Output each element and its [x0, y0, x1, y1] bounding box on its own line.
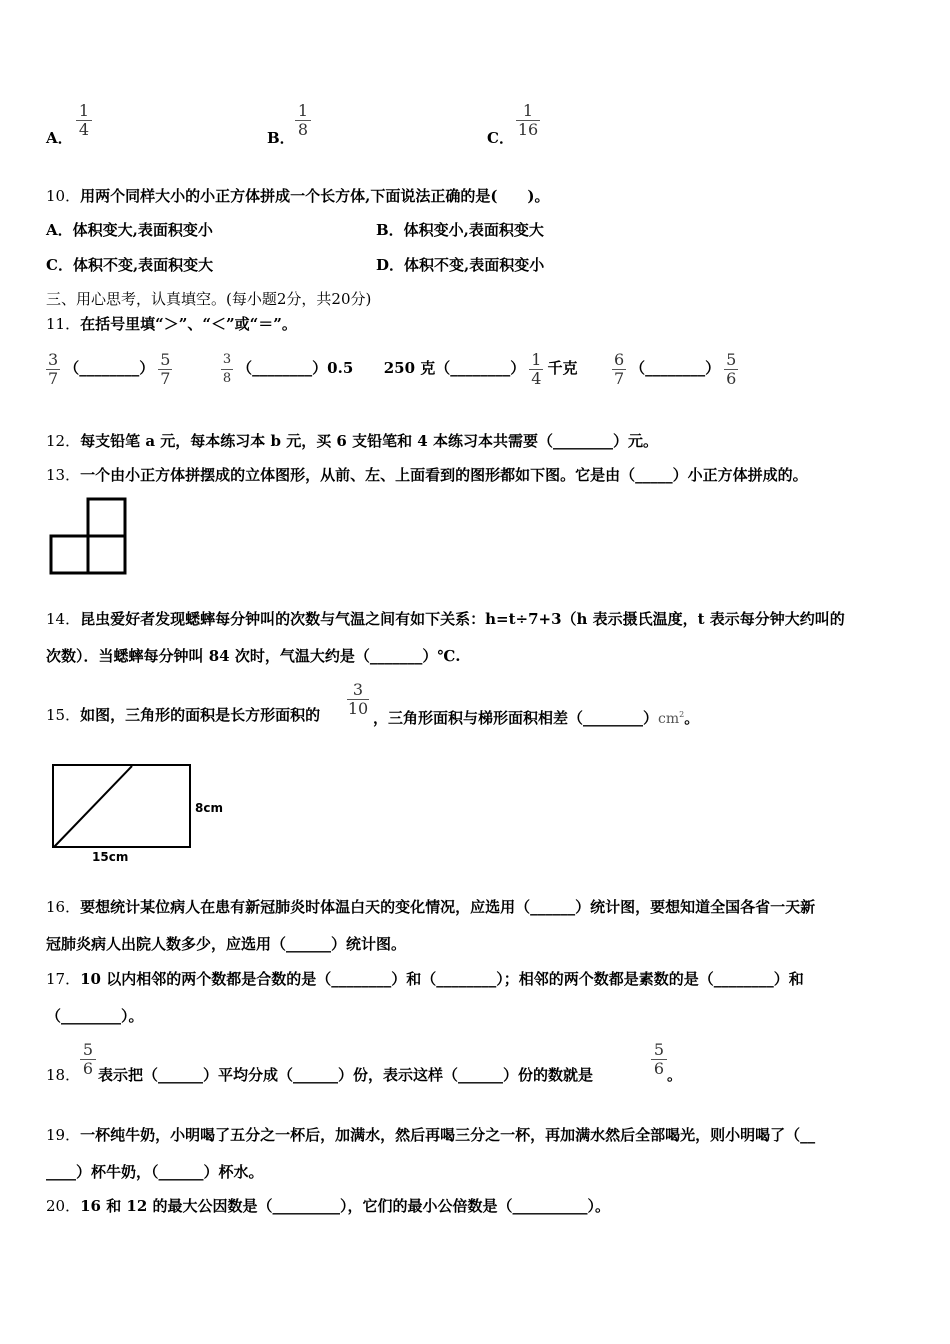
q11-item2-right: 0.5	[327, 359, 354, 377]
q11-item4-right-fraction: $\frac{5}{6}$	[726, 349, 737, 388]
q11-item3-left: 250 克	[383, 359, 436, 377]
q17-stem-line1: 17．10 以内相邻的两个数都是合数的是（________）和（________）；相邻的两个数都是素数的是（________）和	[46, 970, 804, 988]
q13-view-figure	[48, 497, 130, 577]
q14-stem-line1: 14．昆虫爱好者发现蟋蟀每分钟叫的次数与气温之间有如下关系：h=t÷7+3（h 表示摄氏温度，t 表示每分钟大约叫的	[46, 610, 845, 628]
denominator: 16	[517, 120, 539, 139]
q10-option-d: D．体积不变,表面积变小	[376, 256, 545, 274]
q9-option-c-fraction	[516, 102, 540, 139]
q17-stem-line2: （________）。	[46, 1007, 144, 1025]
q11-stem: 11．在括号里填“＞”、“＜”或“＝”。	[46, 315, 297, 333]
numerator: 1	[522, 101, 534, 120]
numerator: 1	[78, 101, 90, 120]
q10-option-a: A．体积变大,表面积变小	[46, 221, 213, 239]
q18-fraction-left: 5 6	[80, 1041, 96, 1078]
denominator: 8	[295, 120, 311, 139]
q19-stem-line2: ____）杯牛奶，（______）杯水。	[46, 1163, 264, 1181]
denominator: 4	[76, 120, 92, 139]
q20-stem: 20．16 和 12 的最大公因数是（_________），它们的最小公倍数是（__________）。	[46, 1197, 611, 1215]
q12-stem: 12．每支铅笔 a 元，每本练习本 b 元，买 6 支铅笔和 4 本练习本共需要（________）元。	[46, 432, 658, 450]
q13-top-square	[88, 499, 125, 536]
numerator: 1	[297, 101, 309, 120]
q18-stem: 表示把（______）平均分成（______）份，表示这样（______）份的数就是	[98, 1066, 594, 1084]
q16-stem-line1: 16．要想统计某位病人在患有新冠肺炎时体温白天的变化情况，应选用（______）统计图，要想知道全国各省一天新	[46, 898, 816, 916]
q11-item3-right-fraction: $\frac{1}{4}$	[531, 349, 542, 388]
q15-stem-rest: ，三角形面积与梯形面积相差$(\_\_\_\_\_\_\_\_)cm^2$。	[373, 709, 700, 727]
q13-stem: 13．一个由小正方体拼摆成的立体图形，从前、左、上面看到的图形都如下图。它是由（_____）小正方体拼成的。	[46, 466, 808, 484]
q9-option-b-fraction	[295, 102, 311, 139]
q14-stem-line2: 次数）．当蟋蟀每分钟叫 84 次时，气温大约是（_______）℃.	[46, 647, 461, 665]
q11-item4-blank: （________）	[630, 359, 721, 377]
q11-item3-unit: 千克	[547, 359, 578, 377]
q15-unit: cm	[658, 711, 680, 727]
q10-stem: 10．用两个同样大小的小正方体拼成一个长方体,下面说法正确的是( )。	[46, 187, 550, 205]
q9-option-a-fraction	[76, 102, 92, 139]
q11-item2-blank: （________）	[237, 359, 328, 377]
q15-fraction: 3 10	[347, 680, 369, 718]
q11-item1-blank: （________）	[64, 359, 155, 377]
q11-item1-left-fraction: $\frac{3}{7}$	[48, 349, 59, 388]
q18-number: 18．	[46, 1066, 81, 1084]
q15-stem: 15．如图，三角形的面积是长方形面积的	[46, 706, 321, 724]
q18-fraction-right: 5 6	[651, 1041, 667, 1078]
q19-stem-line1: 19．一杯纯牛奶，小明喝了五分之一杯后，加满水，然后再喝三分之一杯，再加满水然后全部喝光，则小明喝了（__	[46, 1126, 816, 1144]
q13-bottom-left-square	[51, 536, 88, 573]
q15-width-label: 15cm	[92, 850, 129, 864]
q13-bottom-right-square	[88, 536, 125, 573]
q11-item3-blank: （________）	[435, 359, 526, 377]
q11-item2-left-fraction: $\frac{3}{8}$	[222, 351, 232, 386]
q10-option-c: C．体积不变,表面积变大	[46, 256, 214, 274]
q9-option-a: A．	[46, 129, 73, 147]
q18-end: 。	[667, 1066, 683, 1084]
q11-item1-right-fraction: $\frac{5}{7}$	[160, 349, 171, 388]
q16-stem-line2: 冠肺炎病人出院人数多少，应选用（______）统计图。	[46, 935, 407, 953]
q9-option-c: C．	[487, 129, 514, 147]
q11-items	[46, 346, 742, 390]
q9-option-b: B．	[267, 129, 295, 147]
section-3-heading: 三、用心思考，认真填空。(每小题2分，共20分)	[46, 290, 372, 308]
q10-option-b: B．体积变小,表面积变大	[376, 221, 544, 239]
q15-rectangle-figure	[50, 763, 194, 851]
q11-item4-left-fraction: $\frac{6}{7}$	[613, 349, 625, 388]
q15-height-label: 8cm	[195, 801, 223, 815]
q15-diagonal	[54, 766, 132, 847]
